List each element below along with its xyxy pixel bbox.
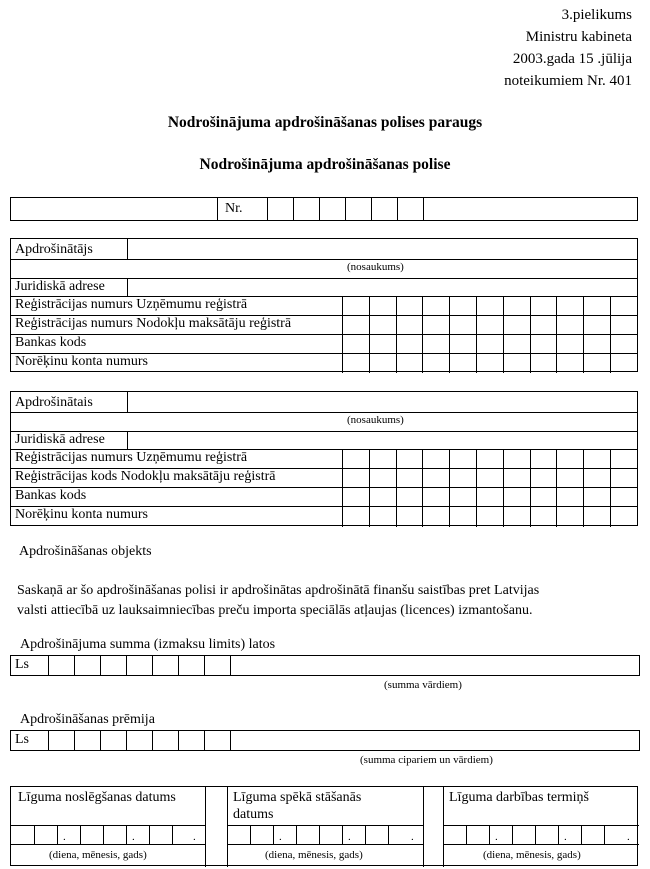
document-title: Nodrošinājuma apdrošināšanas polises paraugs [167,114,483,131]
policy-number-cell[interactable] [423,198,424,220]
digit-grid-line [610,296,611,373]
digit-grid-line [530,449,531,527]
premium-words-field[interactable] [230,731,231,750]
date-digit-cell[interactable] [34,826,35,844]
sum-digit-cell[interactable] [204,656,205,675]
digit-grid-line [503,296,504,373]
effective-date-caption: (diena, mēnesis, gads) [265,849,363,861]
object-text-line-2: valsti attiecībā uz lauksaimniecības preču importa speciālās atļaujas (licences) izmantošanu. [17,603,533,618]
date-digit-cell[interactable] [296,826,297,844]
digit-grid-line [396,449,397,527]
term-date-label: Līguma darbības termiņš [449,790,589,805]
policy-number-cell[interactable] [267,198,268,220]
premium-box [10,730,640,751]
premium-heading: Apdrošināšanas prēmija [20,712,155,727]
date-digit-cell[interactable] [103,826,104,844]
date-digit-cell[interactable] [388,826,389,844]
sum-words-field[interactable] [230,656,231,675]
date-separator: . [411,831,414,843]
policy-number-box [10,197,638,221]
date-digit-cell[interactable] [581,826,582,844]
date-digit-cell[interactable] [80,826,81,844]
premium-caption: (summa cipariem un vārdiem) [360,754,493,766]
digit-grid-line [422,296,423,373]
signed-date-cells [11,825,205,845]
date-digit-cell[interactable] [365,826,366,844]
insurer-label: Apdrošinātājs [15,242,93,257]
insured-reg-tax-label: Reģistrācijas kods Nodokļu maksātāju reģistrā [15,469,276,484]
premium-digit-cell[interactable] [152,731,153,750]
sum-caption: (summa vārdiem) [384,679,462,691]
date-digit-cell[interactable] [57,826,58,844]
sum-digit-cell[interactable] [126,656,127,675]
sum-currency: Ls [15,657,29,672]
term-date-caption: (diena, mēnesis, gads) [483,849,581,861]
digit-grid-line [556,296,557,373]
sum-digit-cell[interactable] [152,656,153,675]
date-digit-cell[interactable] [466,826,467,844]
date-digit-cell[interactable] [535,826,536,844]
sum-digit-cell[interactable] [74,656,75,675]
sum-digit-cell[interactable] [100,656,101,675]
digit-grid-line [476,449,477,527]
digit-grid-line [583,296,584,373]
signed-date-caption: (diena, mēnesis, gads) [49,849,147,861]
signed-date-label: Līguma noslēgšanas datums [18,790,176,805]
date-digit-cell[interactable] [604,826,605,844]
annex-number: 3.pielikums [561,7,632,23]
date-separator: . [279,831,282,843]
insurer-address-label: Juridiskā adrese [15,279,105,294]
digit-grid-line [530,296,531,373]
digit-grid-line [422,449,423,527]
digit-grid-line [556,449,557,527]
date-digit-cell[interactable] [319,826,320,844]
insurer-name-caption: (nosaukums) [347,261,404,273]
insured-name-caption: (nosaukums) [347,414,404,426]
date-digit-cell[interactable] [172,826,173,844]
policy-number-cell[interactable] [345,198,346,220]
insured-reg-company-label: Reģistrācijas numurs Uzņēmumu reģistrā [15,450,248,465]
term-date-cells [443,825,639,845]
date-digit-cell[interactable] [126,826,127,844]
digit-grid-line [396,296,397,373]
premium-digit-cell[interactable] [178,731,179,750]
digit-grid-line [449,296,450,373]
digit-grid-line [369,296,370,373]
date-digit-cell[interactable] [149,826,150,844]
date-digit-cell[interactable] [489,826,490,844]
sum-box [10,655,640,676]
insurer-account-label: Norēķinu konta numurs [15,354,148,369]
effective-date-label-line-2: datums [233,807,274,822]
digit-grid-line [342,296,343,373]
digit-grid-line [476,296,477,373]
date-separator: . [627,831,630,843]
effective-date-label-line-1: Līguma spēkā stāšanās [233,790,362,805]
date-digit-cell[interactable] [273,826,274,844]
policy-number-cell[interactable] [293,198,294,220]
insured-label: Apdrošinātais [15,395,93,410]
digit-grid-line [342,449,343,527]
premium-digit-cell[interactable] [74,731,75,750]
premium-currency: Ls [15,732,29,747]
policy-number-cell[interactable] [319,198,320,220]
regulation-number: noteikumiem Nr. 401 [504,73,632,89]
premium-digit-cell[interactable] [204,731,205,750]
date-separator: . [132,831,135,843]
policy-number-label: Nr. [225,201,243,216]
premium-digit-cell[interactable] [100,731,101,750]
digit-grid-line [369,449,370,527]
date-separator: . [63,831,66,843]
insurer-reg-company-label: Reģistrācijas numurs Uzņēmumu reģistrā [15,297,248,312]
policy-number-cell[interactable] [371,198,372,220]
date-separator: . [348,831,351,843]
insured-account-label: Norēķinu konta numurs [15,507,148,522]
regulation-date: 2003.gada 15 .jūlija [512,51,632,67]
sum-digit-cell[interactable] [178,656,179,675]
object-text [17,581,632,621]
object-heading: Apdrošināšanas objekts [19,544,152,559]
effective-date-cells [227,825,423,845]
sum-heading: Apdrošinājuma summa (izmaksu limits) latos [20,637,276,652]
date-digit-cell[interactable] [342,826,343,844]
insurer-reg-tax-label: Reģistrācijas numurs Nodokļu maksātāju reģistrā [15,316,292,331]
date-separator: . [495,831,498,843]
object-text-line-1: Saskaņā ar šo apdrošināšanas polisi ir apdrošinātas apdrošinātā finanšu saistības pret Latvijas [17,583,540,598]
digit-grid-line [503,449,504,527]
date-digit-cell[interactable] [558,826,559,844]
policy-number-cell[interactable] [397,198,398,220]
date-separator: . [564,831,567,843]
annex-header [504,4,632,92]
date-separator: . [193,831,196,843]
insured-bank-code-label: Bankas kods [15,488,87,503]
cabinet-label: Ministru kabineta [525,29,632,45]
date-digit-cell[interactable] [250,826,251,844]
dates-table [10,786,638,866]
digit-grid-line [610,449,611,527]
insured-address-label: Juridiskā adrese [15,432,105,447]
policy-title: Nodrošinājuma apdrošināšanas polise [199,156,451,173]
insurer-table [10,238,638,372]
date-digit-cell[interactable] [512,826,513,844]
digit-grid-line [583,449,584,527]
insured-table [10,391,638,526]
digit-grid-line [449,449,450,527]
premium-digit-cell[interactable] [126,731,127,750]
insurer-bank-code-label: Bankas kods [15,335,87,350]
